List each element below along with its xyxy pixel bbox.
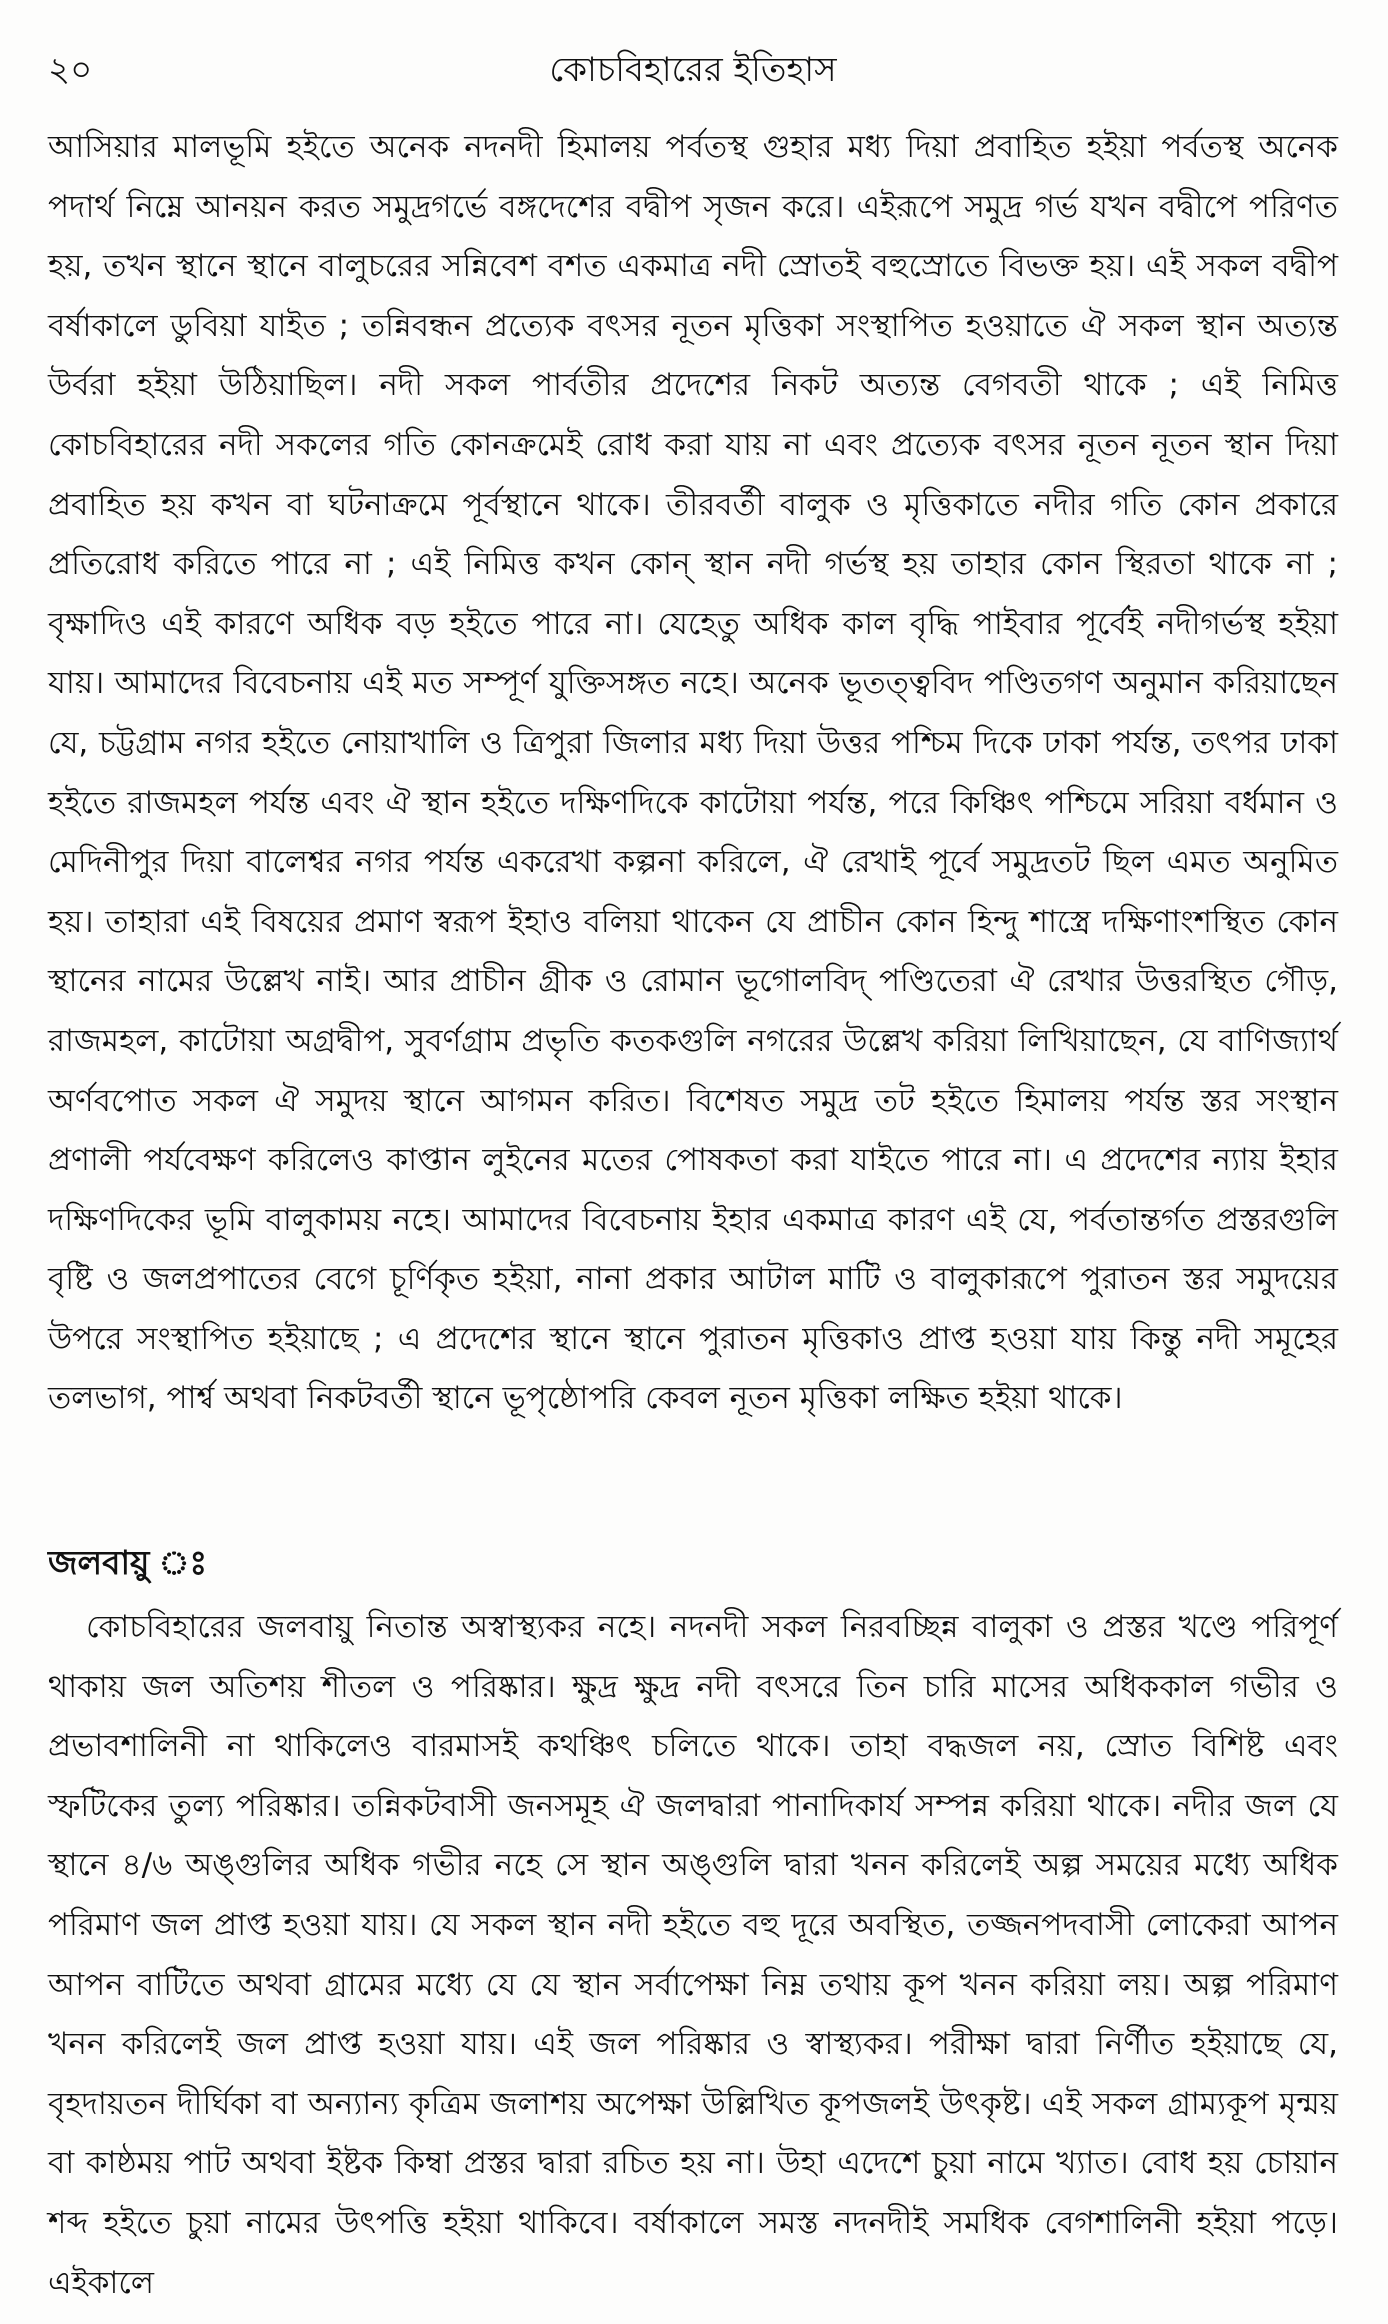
page-number: ২০ [48, 50, 93, 90]
running-title: কোচবিহারের ইতিহাস [549, 50, 837, 90]
section-paragraph: কোচবিহারের জলবায়ু নিতান্ত অস্বাস্থ্যকর নহে। নদনদী সকল নিরবচ্ছিন্ন বালুকা ও প্রস্তর খণ্ডে পরিপূর্ণ থাকায় জল অতিশয় শীতল ও পরিষ্কার। ক্ষুদ্র ক্ষুদ্র নদী বৎসরে তিন চারি মাসের অধিককাল গভীর ও প্রভাবশালিনী না থাকিলেও বারমাসই কথঞ্চিৎ চলিতে থাকে। তাহা বদ্ধজল নয়, স্রোত বিশিষ্ট এবং স্ফটিকের তুল্য পরিষ্কার। তন্নিকটবাসী জনসমূহ ঐ জলদ্বারা পানাদিকার্য সম্পন্ন করিয়া থাকে। নদীর জল যে স্থানে ৪/৬ অঙ্গুলির অধিক গভীর নহে সে স্থান অঙ্গুলি দ্বারা খনন করিলেই অল্প সময়ের মধ্যে অধিক পরিমাণ জল প্রাপ্ত হওয়া যায়। যে সকল স্থান নদী হইতে বহু দূরে অবস্থিত, তজ্জনপদবাসী লোকেরা আপন আপন বাটিতে অথবা গ্রামের মধ্যে যে যে স্থান সর্বাপেক্ষা নিম্ন তথায় কূপ খনন করিয়া লয়। অল্প পরিমাণ খনন করিলেই জল প্রাপ্ত হওয়া যায়। এই জল পরিষ্কার ও স্বাস্থ্যকর। পরীক্ষা দ্বারা নির্ণীত হইয়াছে যে, বৃহদায়তন দীর্ঘিকা বা অন্যান্য কৃত্রিম জলাশয় অপেক্ষা উল্লিখিত কূপজলই উৎকৃষ্ট। এই সকল গ্রাম্যকূপ মৃন্ময় বা কাষ্ঠময় পাট অথবা ইষ্টক কিম্বা প্রস্তর দ্বারা রচিত হয় না। উহা এদেশে চুয়া নামে খ্যাত। বোধ হয় চোয়ান শব্দ হইতে চুয়া নামের উৎপত্তি হইয়া থাকিবে। বর্ষাকালে সমস্ত নদনদীই সমধিক বেগশালিনী হইয়া পড়ে। এইকালে [48, 1609, 1338, 2301]
body-paragraph: আসিয়ার মালভূমি হইতে অনেক নদনদী হিমালয় পর্বতস্থ গুহার মধ্য দিয়া প্রবাহিত হইয়া পর্বতস্থ অনেক পদার্থ নিম্নে আনয়ন করত সমুদ্রগর্ভে বঙ্গদেশের বদ্বীপ সৃজন করে। এইরূপে সমুদ্র গর্ভ যখন বদ্বীপে পরিণত হয়, তখন স্থানে স্থানে বালুচরের সন্নিবেশ বশত একমাত্র নদী স্রোতই বহুস্রোতে বিভক্ত হয়। এই সকল বদ্বীপ বর্ষাকালে ডুবিয়া যাইত ; তন্নিবন্ধন প্রত্যেক বৎসর নূতন মৃত্তিকা সংস্থাপিত হওয়াতে ঐ সকল স্থান অত্যন্ত উর্বরা হইয়া উঠিয়াছিল। নদী সকল পার্বতীর প্রদেশের নিকট অত্যন্ত বেগবতী থাকে ; এই নিমিত্ত কোচবিহারের নদী সকলের গতি কোনক্রমেই রোধ করা যায় না এবং প্রত্যেক বৎসর নূতন নূতন স্থান দিয়া প্রবাহিত হয় কখন বা ঘটনাক্রমে পূর্বস্থানে থাকে। তীরবর্তী বালুক ও মৃত্তিকাতে নদীর গতি কোন প্রকারে প্রতিরোধ করিতে পারে না ; এই নিমিত্ত কখন কোন্ স্থান নদী গর্ভস্থ হয় তাহার কোন স্থিরতা থাকে না ; বৃক্ষাদিও এই কারণে অধিক বড় হইতে পারে না। যেহেতু অধিক কাল বৃদ্ধি পাইবার পূর্বেই নদীগর্ভস্থ হইয়া যায়। আমাদের বিবেচনায় এই মত সম্পূর্ণ যুক্তিসঙ্গত নহে। অনেক ভূতত্ত্ববিদ পণ্ডিতগণ অনুমান করিয়াছেন যে, চট্টগ্রাম নগর হইতে নোয়াখালি ও ত্রিপুরা জিলার মধ্য দিয়া উত্তর পশ্চিম দিকে ঢাকা পর্যন্ত, তৎপর ঢাকা হইতে রাজমহল পর্যন্ত এবং ঐ স্থান হইতে দক্ষিণদিকে কাটোয়া পর্যন্ত, পরে কিঞ্চিৎ পশ্চিমে সরিয়া বর্ধমান ও মেদিনীপুর দিয়া বালেশ্বর নগর পর্যন্ত একরেখা কল্পনা করিলে, ঐ রেখাই পূর্বে সমুদ্রতট ছিল এমত অনুমিত হয়। তাহারা এই বিষয়ের প্রমাণ স্বরূপ ইহাও বলিয়া থাকেন যে প্রাচীন কোন হিন্দু শাস্ত্রে দক্ষিণাংশস্থিত কোন স্থানের নামের উল্লেখ নাই। আর প্রাচীন গ্রীক ও রোমান ভূগোলবিদ্ পণ্ডিতেরা ঐ রেখার উত্তরস্থিত গৌড়, রাজমহল, কাটোয়া অগ্রদ্বীপ, সুবর্ণগ্রাম প্রভৃতি কতকগুলি নগরের উল্লেখ করিয়া লিখিয়াছেন, যে বাণিজ্যার্থ অর্ণবপোত সকল ঐ সমুদয় স্থানে আগমন করিত। বিশেষত সমুদ্র তট হইতে হিমালয় পর্যন্ত স্তর সংস্থান প্রণালী পর্যবেক্ষণ করিলেও কাপ্তান লুইনের মতের পোষকতা করা যাইতে পারে না। এ প্রদেশের ন্যায় ইহার দক্ষিণদিকের ভূমি বালুকাময় নহে। আমাদের বিবেচনায় ইহার একমাত্র কারণ এই যে, পর্বতান্তর্গত প্রস্তরগুলি বৃষ্টি ও জলপ্রপাতের বেগে চূর্ণিকৃত হইয়া, নানা প্রকার আটাল মাটি ও বালুকারূপে পুরাতন স্তর সমুদয়ের উপরে সংস্থাপিত হইয়াছে ; এ প্রদেশের স্থানে স্থানে পুরাতন মৃত্তিকাও প্রাপ্ত হওয়া যায় কিন্তু নদী সমূহের তলভাগ, পার্শ্ব অথবা নিকটবর্তী স্থানে ভূপৃষ্ঠোপরি কেবল নূতন মৃত্তিকা লক্ষিত হইয়া থাকে। [48, 129, 1338, 1417]
section-heading: জলবায়ু ঃ [48, 1543, 208, 1582]
climate-section [48, 1534, 1338, 2313]
page-header [48, 44, 1338, 96]
